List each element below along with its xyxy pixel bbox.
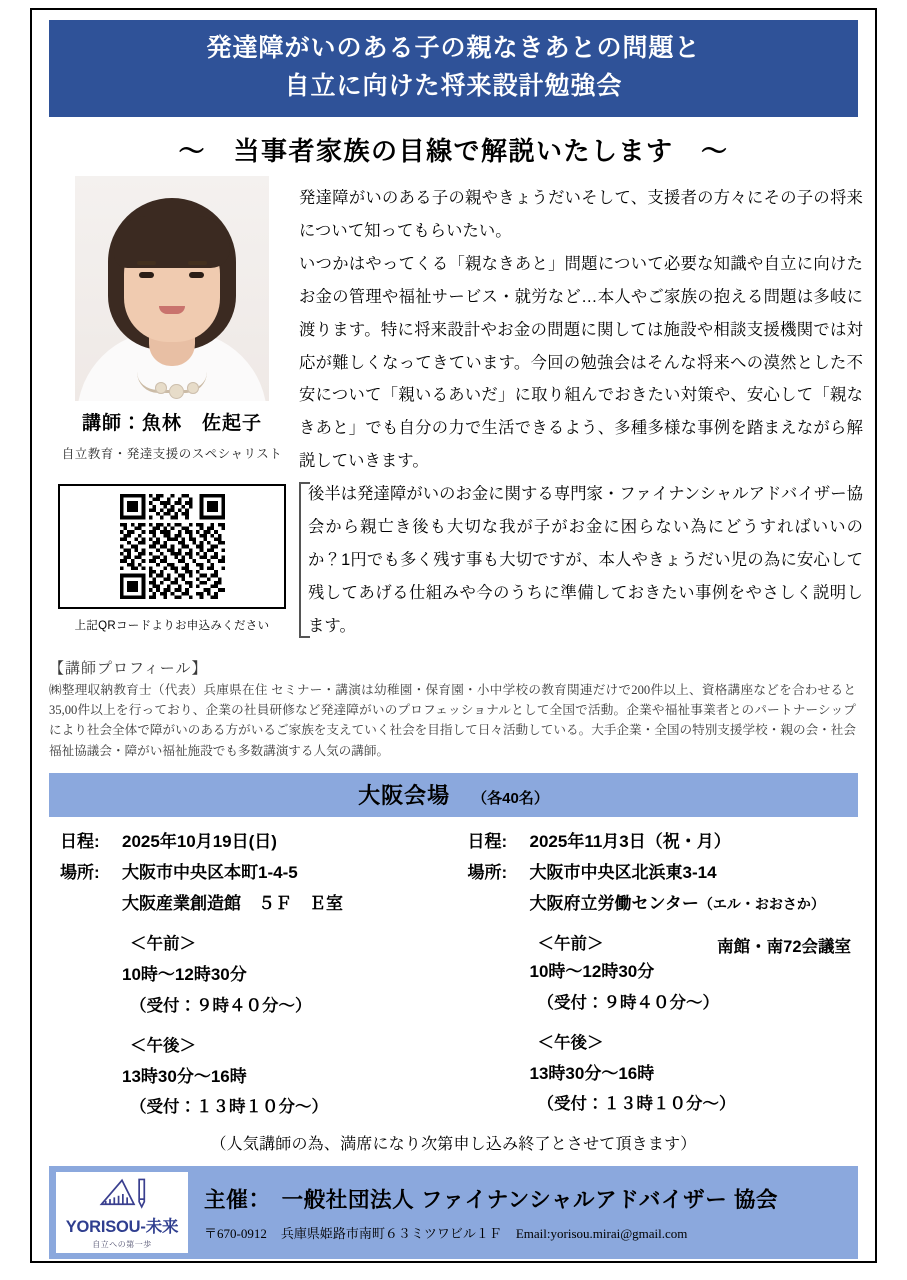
session1-date-row	[60, 827, 454, 858]
venue-banner	[49, 773, 858, 817]
logo-wordmark: YORISOU-未来	[65, 1217, 179, 1236]
session1-afternoon-reception: （受付：１３時１０分～）	[130, 1098, 328, 1117]
session-column-2	[454, 827, 858, 1123]
session2-date-label: 日程:	[467, 832, 508, 852]
right-column	[287, 176, 863, 643]
footer-details	[188, 1172, 851, 1253]
session2-afternoon-head: ＜午後＞	[537, 1033, 604, 1052]
session1-place-detail-text: 大阪産業創造館 ５Ｆ Ｅ室	[122, 894, 343, 914]
title-banner	[49, 20, 858, 117]
qr-code-box[interactable]	[58, 484, 286, 609]
contact-line	[204, 1223, 851, 1242]
pencil-icon	[139, 1179, 144, 1206]
host-organization: 主催： 一般社団法人 ファイナンシャルアドバイザー 協会	[204, 1187, 779, 1212]
session2-place-row	[468, 858, 858, 889]
logo-tagline: 自立への第一歩	[92, 1239, 152, 1249]
subtitle: ～ 当事者家族の目線で解説いたします ～	[178, 136, 729, 166]
email-address[interactable]: Email:yorisou.mirai@gmail.com	[515, 1225, 688, 1241]
postal-code: 〒670-0912	[204, 1225, 267, 1241]
organization-logo	[56, 1172, 188, 1253]
qr-code-icon[interactable]	[120, 494, 225, 599]
session2-afternoon-time: 13時30分～16時	[529, 1063, 655, 1083]
profile-text: ㈱整理収納教育士（代表）兵庫県在住 セミナー・講演は幼稚園・保育園・小中学校の教育関連だけで200件以上、資格講座などを合わせると35,00件以上を行っており、企業の社員研修など発達障がいのプロフェッショナルとして全国で活動。企業や福祉事業者とのパートナーシップにより社会全体で障がいのある方がいるご家族を支えていく社会を目指して日々活動している。大手企業・全国の特別支援学校・親の会・社会福祉協議会・障がい福祉施設でも多数講演する人気の講師。	[49, 682, 856, 758]
flyer-content	[44, 20, 863, 1259]
session2-date-row	[468, 827, 858, 858]
session2-room-note: 南館・南72会議室	[717, 938, 851, 957]
session1-place-detail	[60, 889, 454, 920]
body-paragraph-1: 発達障がいのある子の親やきょうだいそして、支援者の方々にその子の将来について知ってもらいたい。	[299, 189, 863, 240]
session2-place-detail-paren: （エル・おおさか）	[698, 896, 825, 913]
venue-capacity: （各40名）	[472, 790, 549, 808]
session2-date-value: 2025年11月3日（祝・月）	[529, 832, 731, 852]
session2-morning-time: 10時～12時30分	[529, 962, 655, 982]
session1-afternoon-head: ＜午後＞	[130, 1036, 196, 1055]
session2-place-detail-text: 大阪府立労働センター	[529, 894, 699, 914]
availability-notice: （人気講師の為、満席になり次第申し込み終了とさせて頂きます）	[210, 1135, 697, 1153]
session1-place-value: 大阪市中央区本町1-4-5	[122, 863, 298, 883]
left-column	[44, 176, 287, 633]
session1-morning-head: ＜午前＞	[130, 935, 196, 954]
session1-date-label: 日程:	[60, 832, 100, 852]
ruler-pencil-icon	[96, 1176, 148, 1212]
street-address: 兵庫県姫路市南町６３ミツワビル１Ｆ	[280, 1225, 502, 1241]
session1-afternoon-time: 13時30分～16時	[122, 1066, 247, 1086]
footer-banner	[49, 1166, 858, 1259]
session2-place-label: 場所:	[467, 863, 508, 883]
session2-morning-head: ＜午前＞	[537, 935, 604, 954]
session1-date-value: 2025年10月19日(日)	[122, 832, 277, 852]
session2-place-value: 大阪市中央区北浜東3-14	[529, 863, 717, 883]
session1-place-row	[60, 858, 454, 889]
schedule-section	[44, 827, 863, 1123]
lecturer-subtitle: 自立教育・発達支援のスペシャリスト	[61, 447, 283, 461]
session1-place-label: 場所:	[60, 863, 100, 883]
profile-heading: 【講師プロフィール】	[49, 659, 208, 677]
session2-morning-reception: （受付：９時４０分～）	[537, 994, 719, 1012]
session2-afternoon-reception: （受付：１３時１０分～）	[537, 1095, 736, 1114]
title-line-2: 自立に向けた将来設計勉強会	[284, 72, 623, 100]
lecturer-photo	[75, 176, 269, 401]
session1-morning-time: 10時～12時30分	[122, 965, 247, 985]
title-line-1: 発達障がいのある子の親なきあとの問題と	[206, 34, 701, 62]
venue-title: 大阪会場	[358, 783, 451, 809]
lecturer-name: 講師：魚林 佐起子	[81, 413, 262, 434]
session1-morning-reception: （受付：９時４０分～）	[130, 997, 312, 1015]
intro-section	[44, 176, 863, 643]
session2-place-detail	[468, 889, 858, 920]
session-column-1	[50, 827, 454, 1123]
qr-caption: 上記QRコードよりお申込みください	[74, 620, 270, 632]
body-paragraph-2: いつかはやってくる「親なきあと」問題について必要な知識や自立に向けたお金の管理や福祉サービス・就労など…本人やご家族の抱える問題は多岐に渡ります。特に将来設計やお金の問題に関しては施設や相談支援機関では対応が難しくなってきています。今回の勉強会はそんな将来への漠然とした不安について「親いるあいだ」に取り組んでおきたい対策や、安心して「親なきあと」でも自分の力で生活できるよう、多種多様な事例を踏まえながら解説していきます。	[299, 254, 863, 471]
body-paragraph-3: 後半は発達障がいのお金に関する専門家・ファイナンシャルアドバイザー協会から親亡き後も大切な我が子がお金に困らない為にどうすればいいのか？1円でも多く残す事も大切ですが、本人やきょうだい児の為に安心して残してあげる仕組みや今のうちに準備しておきたい事例をやさしく説明します。	[299, 478, 863, 643]
